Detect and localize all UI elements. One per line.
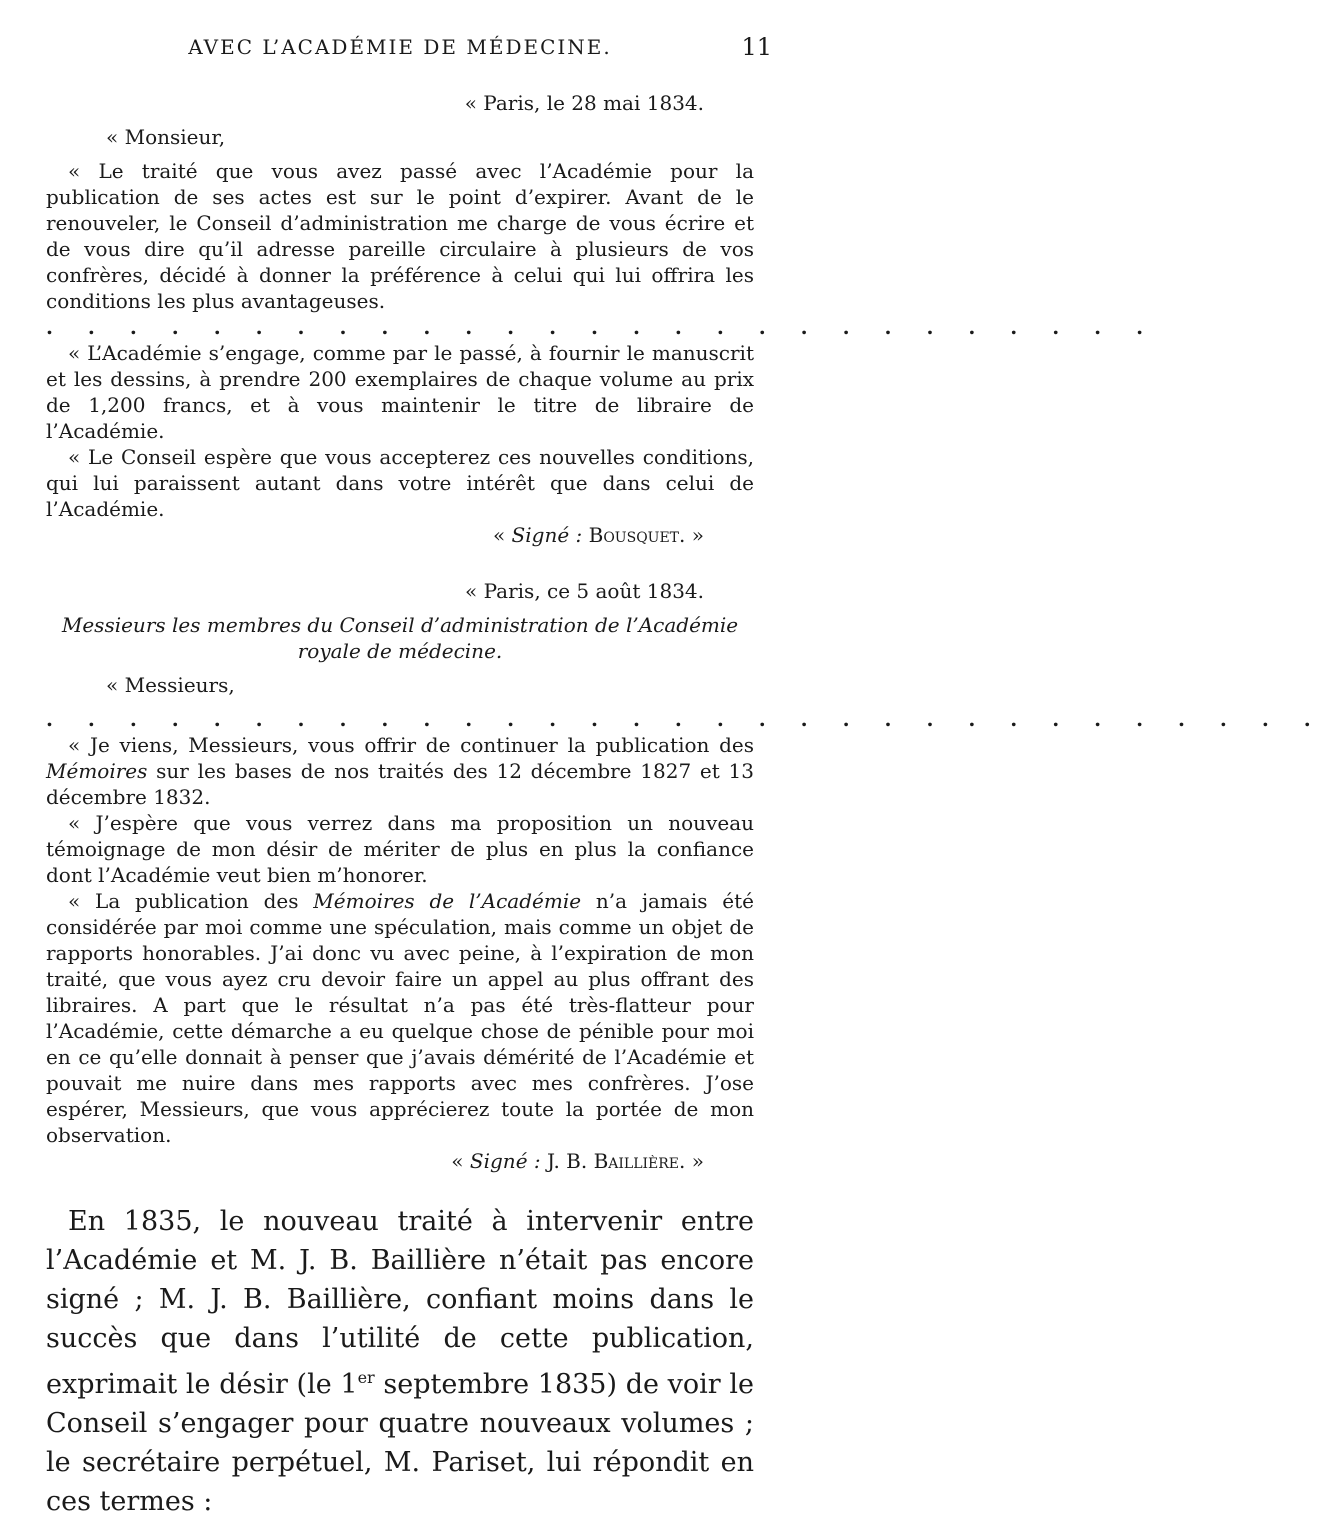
signature-name: Bousquet.	[588, 523, 686, 547]
narrative-paragraph: En 1835, le nouveau traité à intervenir entre l’Académie et M. J. B. Baillière n’était pas encore signé ; M. J. B. Baillière, confiant moins dans le succès que dans l’utilité de cette publication, exprimait le désir (le 1er septembre 1835) de voir le Conseil s’engager pour quatre nouveaux volumes ; le secrétaire perpétuel, M. Pariset, lui répondit en ces termes :	[46, 1206, 754, 1517]
memoires-title: Mémoires	[46, 759, 148, 783]
letter2-signature: « Signé : J. B. Baillière. »	[451, 1149, 704, 1173]
letter2-ellipsis: . . . . . . . . . . . . . . . . . . . . . . . . . . . . . . .	[46, 707, 1325, 731]
letter2-address: Messieurs les membres du Conseil d’administration de l’Académie royale de médecine.	[61, 613, 739, 663]
letter2-dateline: « Paris, ce 5 août 1834.	[465, 579, 704, 603]
page-body	[46, 90, 1325, 1521]
running-title: AVEC L’ACADÉMIE DE MÉDECINE.	[188, 35, 612, 59]
running-head	[0, 33, 800, 63]
letter1-ellipsis: . . . . . . . . . . . . . . . . . . . . . . . . . . .	[46, 315, 1158, 339]
letter1-para2: « L’Académie s’engage, comme par le passé, à fournir le manuscrit et les dessins, à prendre 200 exemplaires de chaque volume au prix de 1,200 francs, et à vous maintenir le titre de libraire de l’Académie.	[46, 341, 754, 443]
letter1-para1: « Le traité que vous avez passé avec l’Académie pour la publication de ses actes est sur le point d’expirer. Avant de le renouveler, le Conseil d’administration me charge de vous écrire et de vous dire qu’il adresse pareille circulaire à plusieurs de vos confrères, décidé à donner la préférence à celui qui lui offrira les conditions les plus avantageuses.	[46, 159, 754, 313]
signature-signed: Signé :	[469, 1149, 541, 1173]
letter2-para2: « J’espère que vous verrez dans ma proposition un nouveau témoignage de mon désir de mériter de plus en plus la confiance dont l’Académie veut bien m’honorer.	[46, 811, 754, 887]
ordinal-superscript: er	[357, 1368, 375, 1387]
letter2-para1: « Je viens, Messieurs, vous offrir de continuer la publication des Mémoires sur les bases de nos traités des 12 décembre 1827 et 13 décembre 1832.	[46, 733, 754, 809]
letter1-signature: « Signé : Bousquet. »	[492, 523, 704, 547]
letter1-salutation: « Monsieur,	[106, 125, 226, 149]
letter2-salutation: « Messieurs,	[106, 673, 235, 697]
letter1-para3: « Le Conseil espère que vous accepterez ces nouvelles conditions, qui lui paraissent autant dans votre intérêt que dans celui de l’Académie.	[46, 445, 754, 521]
memoires-academie-title: Mémoires de l’Académie	[313, 889, 582, 913]
signature-signed: Signé :	[511, 523, 583, 547]
page-number: 11	[741, 33, 772, 61]
letter2-para3: « La publication des Mémoires de l’Académie n’a jamais été considérée par moi comme une spéculation, mais comme un objet de rapports honorables. J’ai donc vu avec peine, à l’expiration de mon traité, que vous ayez cru devoir faire un appel au plus offrant des libraires. A part que le résultat n’a pas été très-flatteur pour l’Académie, cette démarche a eu quelque chose de pénible pour moi en ce qu’elle donnait à penser que j’avais démérité de l’Académie et pouvait me nuire dans mes rapports avec mes confrères. J’ose espérer, Messieurs, que vous apprécierez toute la portée de mon observation.	[46, 889, 754, 1147]
signature-name: J. B. Baillière.	[546, 1149, 686, 1173]
letter1-dateline: « Paris, le 28 mai 1834.	[464, 91, 704, 115]
